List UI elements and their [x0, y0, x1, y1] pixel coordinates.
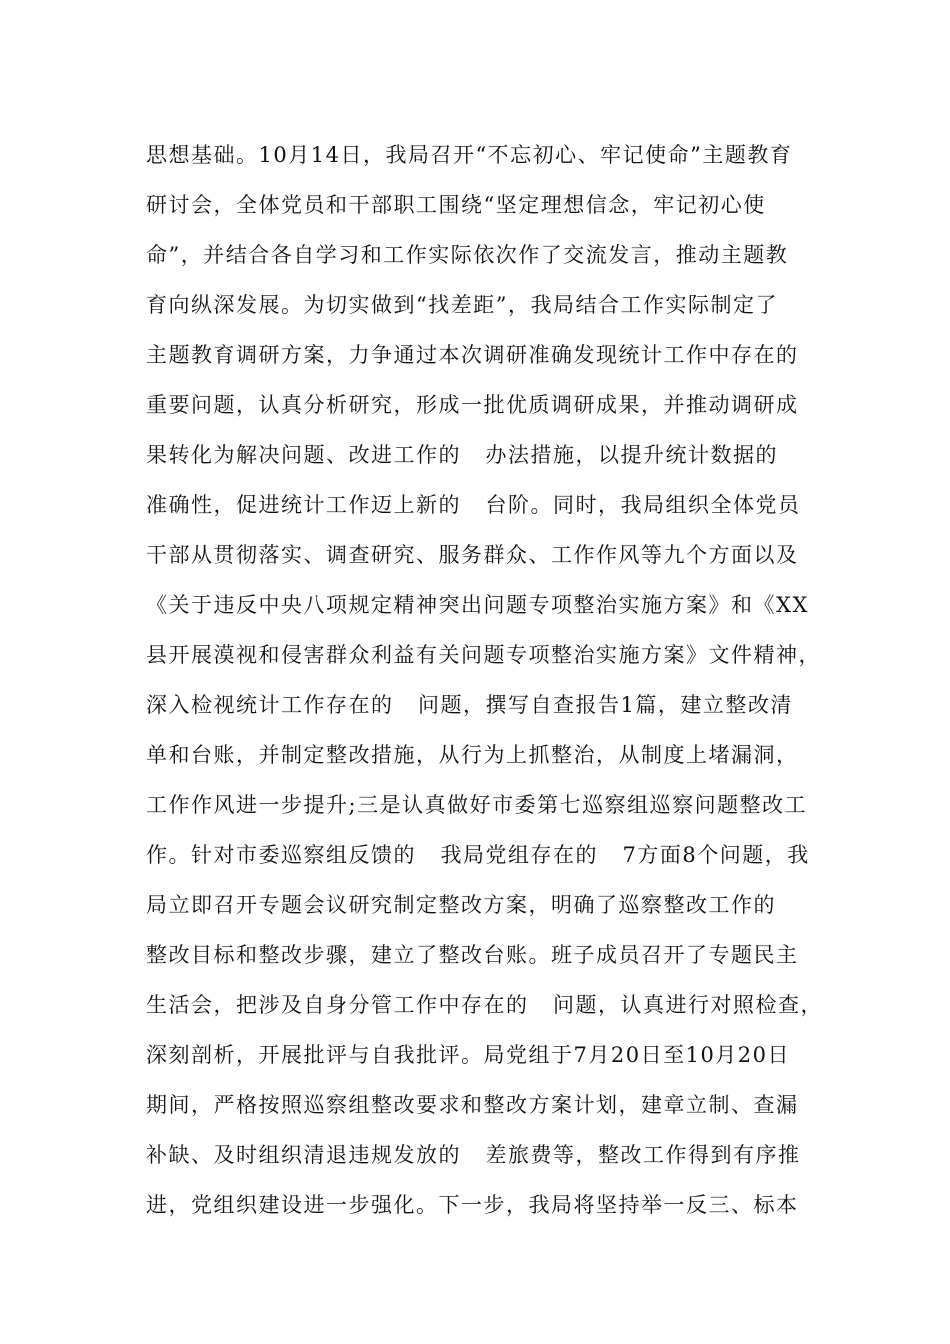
text-line: 深入检视统计工作存在的 问题，撰写自查报告1篇，建立整改清 — [146, 693, 793, 717]
text-line: 育向纵深发展。为切实做到“找差距”，我局结合工作实际制定了 — [146, 293, 778, 317]
text-line: 主题教育调研方案，力争通过本次调研准确发现统计工作中存在的 — [146, 343, 799, 367]
text-line: 期间，严格按照巡察组整改要求和整改方案计划，建章立制、查漏 — [146, 1093, 799, 1117]
text-line: 干部从贯彻落实、调查研究、服务群众、工作作风等九个方面以及 — [146, 543, 799, 567]
text-line: 生活会，把涉及自身分管工作中存在的 问题，认真进行对照检查， — [146, 993, 824, 1017]
text-line: 命”，并结合各自学习和工作实际依次作了交流发言，推动主题教 — [146, 243, 789, 267]
text-line: 整改目标和整改步骤，建立了整改台账。班子成员召开了专题民主 — [146, 943, 799, 967]
text-line: 果转化为解决问题、改进工作的 办法措施，以提升统计数据的 — [146, 443, 779, 467]
body-text — [146, 130, 826, 1230]
text-line: 工作作风进一步提升;三是认真做好市委第七巡察组巡察问题整改工 — [146, 793, 808, 817]
text-line: 局立即召开专题会议研究制定整改方案，明确了巡察整改工作的 — [146, 893, 776, 917]
text-line: 县开展漠视和侵害群众利益有关问题专项整治实施方案》文件精神， — [146, 643, 821, 667]
text-line: 思想基础。10月14日，我局召开“不忘初心、牢记使命”主题教育 — [146, 143, 793, 167]
text-line: 补缺、及时组织清退违规发放的 差旅费等，整改工作得到有序推 — [146, 1143, 801, 1167]
text-line: 单和台账，并制定整改措施，从行为上抓整治，从制度上堵漏洞， — [146, 743, 799, 767]
text-line: 《关于违反中央八项规定精神突出问题专项整治实施方案》和《XX — [146, 593, 809, 617]
text-line: 重要问题，认真分析研究，形成一批优质调研成果，并推动调研成 — [146, 393, 799, 417]
text-line: 进，党组织建设进一步强化。下一步，我局将坚持举一反三、标本 — [146, 1193, 799, 1217]
text-line: 准确性，促进统计工作迈上新的 台阶。同时，我局组织全体党员 — [146, 493, 801, 517]
text-line: 研讨会，全体党员和干部职工围绕“坚定理想信念，牢记初心使 — [146, 193, 766, 217]
text-line: 深刻剖析，开展批评与自我批评。局党组于7月20日至10月20日 — [146, 1043, 791, 1067]
text-line: 作。针对市委巡察组反馈的 我局党组存在的 7方面8个问题，我 — [146, 843, 810, 867]
